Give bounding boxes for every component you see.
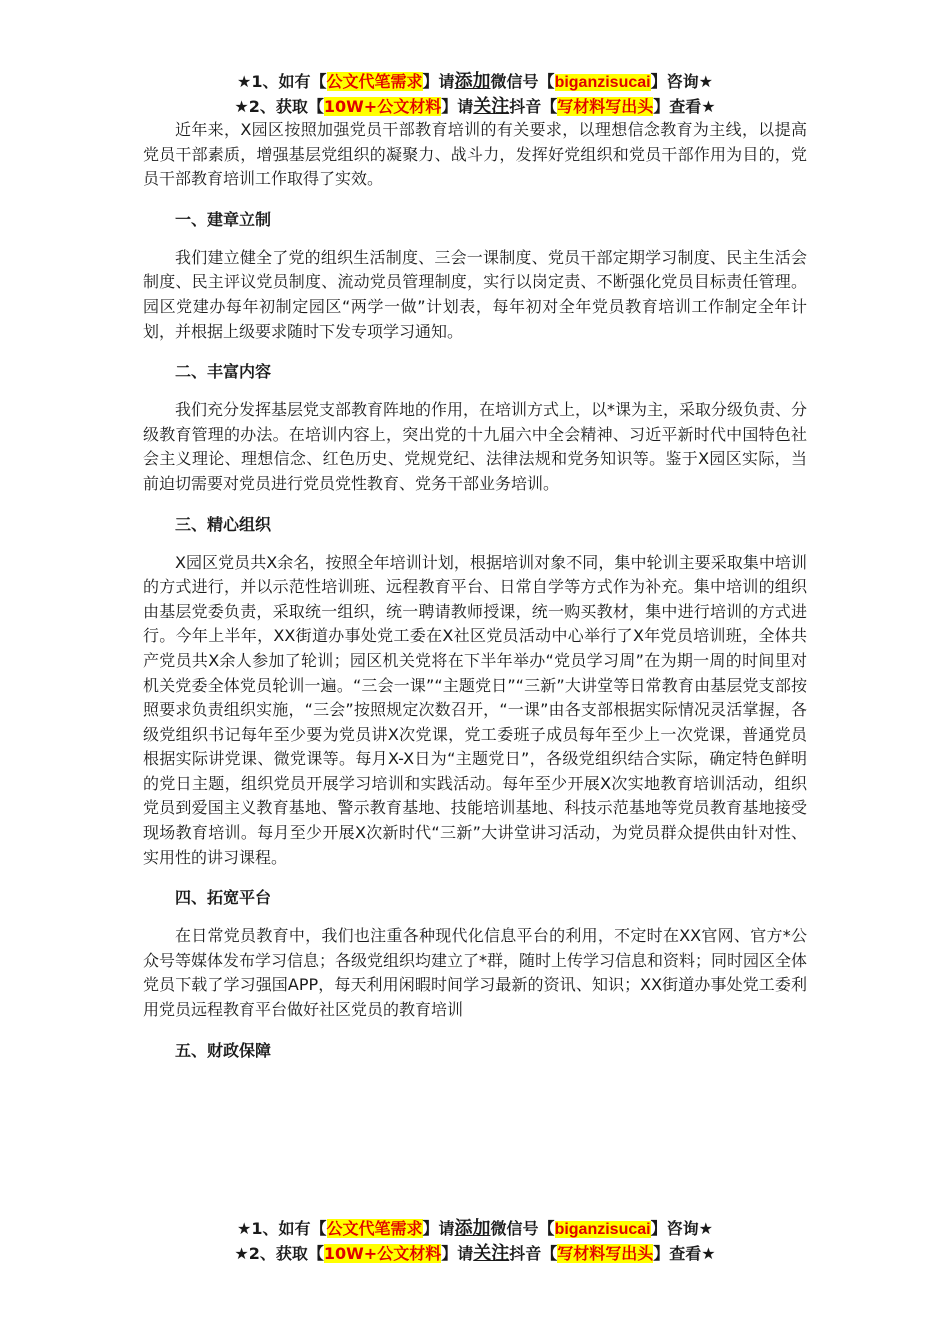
section-paragraph: 在日常党员教育中，我们也注重各种现代化信息平台的利用，不定时在XX官网、官方*公众号等媒体发布学习信息；各级党组织均建立了*群，随时上传学习信息和资料；同时园区全体党员下载了学习强国APP，每天利用闲暇时间学习最新的资讯、知识；XX街道办事处党工委利用党员远程教育平台做好社区党员的教育培训 [143,926,808,1020]
section-paragraph: 我们充分发挥基层党支部教育阵地的作用，在培训方式上，以*课为主，采取分级负责、分级教育管理的办法。在培训内容上，突出党的十九届六中全会精神、习近平新时代中国特色社会主义理论、理想信念、红色历史、党规党纪、法律法规和党务知识等。鉴于X园区实际，当前迫切需要对党员进行党员党性教育、党务干部业务培训。 [143,400,808,493]
promo-highlight: 10W+公文材料 [323,1244,442,1263]
section-paragraph: 我们建立健全了党的组织生活制度、三会一课制度、党员干部定期学习制度、民主生活会制度、民主评议党员制度、流动党员管理制度，实行以岗定责、不断强化党员目标责任管理。园区党建办每年初制定园区“两学一做”计划表，每年初对全年党员教育培训工作制定全年计划，并根据上级要求随时下发专项学习通知。 [143,247,807,341]
section-heading: 五、财政保障 [175,1040,272,1060]
promo-text: 微信号【 [490,72,555,91]
promo-text: 微信号【 [490,1219,555,1238]
promo-text: ★2、获取【 [234,1244,324,1263]
promo-line-1 [0,70,950,95]
promo-highlight: 公文代笔需求 [326,72,423,91]
section-heading: 一、建章立制 [175,209,272,229]
douyin-account-highlight: 写材料写出头 [557,97,654,116]
promo-text: 抖音【 [509,1244,558,1263]
promo-text: 】请 [422,72,455,91]
section-heading: 三、精心组织 [175,514,272,534]
promo-text: 】咨询★ [650,72,713,91]
promo-line-2 [0,95,950,119]
section-heading: 四、拓宽平台 [175,888,272,908]
promo-text: 】请 [422,1219,455,1238]
douyin-account-highlight: 写材料写出头 [557,1244,654,1263]
wechat-id-highlight: biganzisucai [554,74,651,91]
promo-emphasis: 添加 [454,71,491,92]
promo-line-1 [0,1217,950,1242]
promo-emphasis: 添加 [454,1218,491,1239]
wechat-id-highlight: biganzisucai [554,1221,651,1238]
promo-text: 】请 [441,1244,474,1263]
promo-highlight: 10W+公文材料 [323,97,442,116]
promo-line-2 [0,1242,950,1266]
promo-text: ★1、如有【 [237,72,327,91]
promo-text: ★1、如有【 [237,1219,327,1238]
promo-text: 抖音【 [509,97,558,116]
promo-text: 】请 [441,97,474,116]
section-heading: 二、丰富内容 [175,362,272,382]
promo-highlight: 公文代笔需求 [326,1219,423,1238]
promo-text: 】咨询★ [650,1219,713,1238]
top-promo-banner [0,70,950,119]
document-body [143,118,807,1063]
intro-paragraph: 近年来，X园区按照加强党员干部教育培训的有关要求，以理想信念教育为主线，以提高党员干部素质，增强基层党组织的凝聚力、战斗力，发挥好党组织和党员干部作用为目的，党员干部教育培训工作取得了实效。 [143,120,807,189]
promo-text: 】查看★ [653,97,716,116]
section-paragraph: X园区党员共X余名，按照全年培训计划，根据培训对象不同，集中轮训主要采取集中培训的方式进行，并以示范性培训班、远程教育平台、日常自学等方式作为补充。集中培训的组织由基层党委负责，采取统一组织，统一聘请教师授课，统一购买教材，集中进行培训的方式进行。今年上半年，XX街道办事处党工委在X社区党员活动中心举行了X年党员培训班，全体共产党员共X余人参加了轮训；园区机关党将在下半年举办“党员学习周”在为期一周的时间里对机关党委全体党员轮训一遍。“三会一课”“主题党日”“三新”大讲堂等日常教育由基层党支部按照要求负责组织实施，“三会”按照规定次数召开，“一课”由各支部根据实际情况灵活掌握，各级党组织书记每年至少要为党员讲X次党课，党工委班子成员每年至少上一次党课，普通党员根据实际讲党课、微党课等。每月X-X日为“主题党日”，各级党组织结合实际，确定特色鲜明的党日主题，组织党员开展学习培训和实践活动。每年至少开展X次实地教育培训活动，组织党员到爱国主义教育基地、警示教育基地、技能培训基地、科技示范基地等党员教育基地接受现场教育培训。每月至少开展X次新时代“三新”大讲堂讲习活动，为党员群众提供由针对性、实用性的讲习课程。 [143,552,807,867]
bottom-promo-banner [0,1217,950,1266]
promo-text: 】查看★ [653,1244,716,1263]
promo-emphasis: 关注 [473,1243,510,1264]
promo-text: ★2、获取【 [234,97,324,116]
promo-emphasis: 关注 [473,96,510,117]
